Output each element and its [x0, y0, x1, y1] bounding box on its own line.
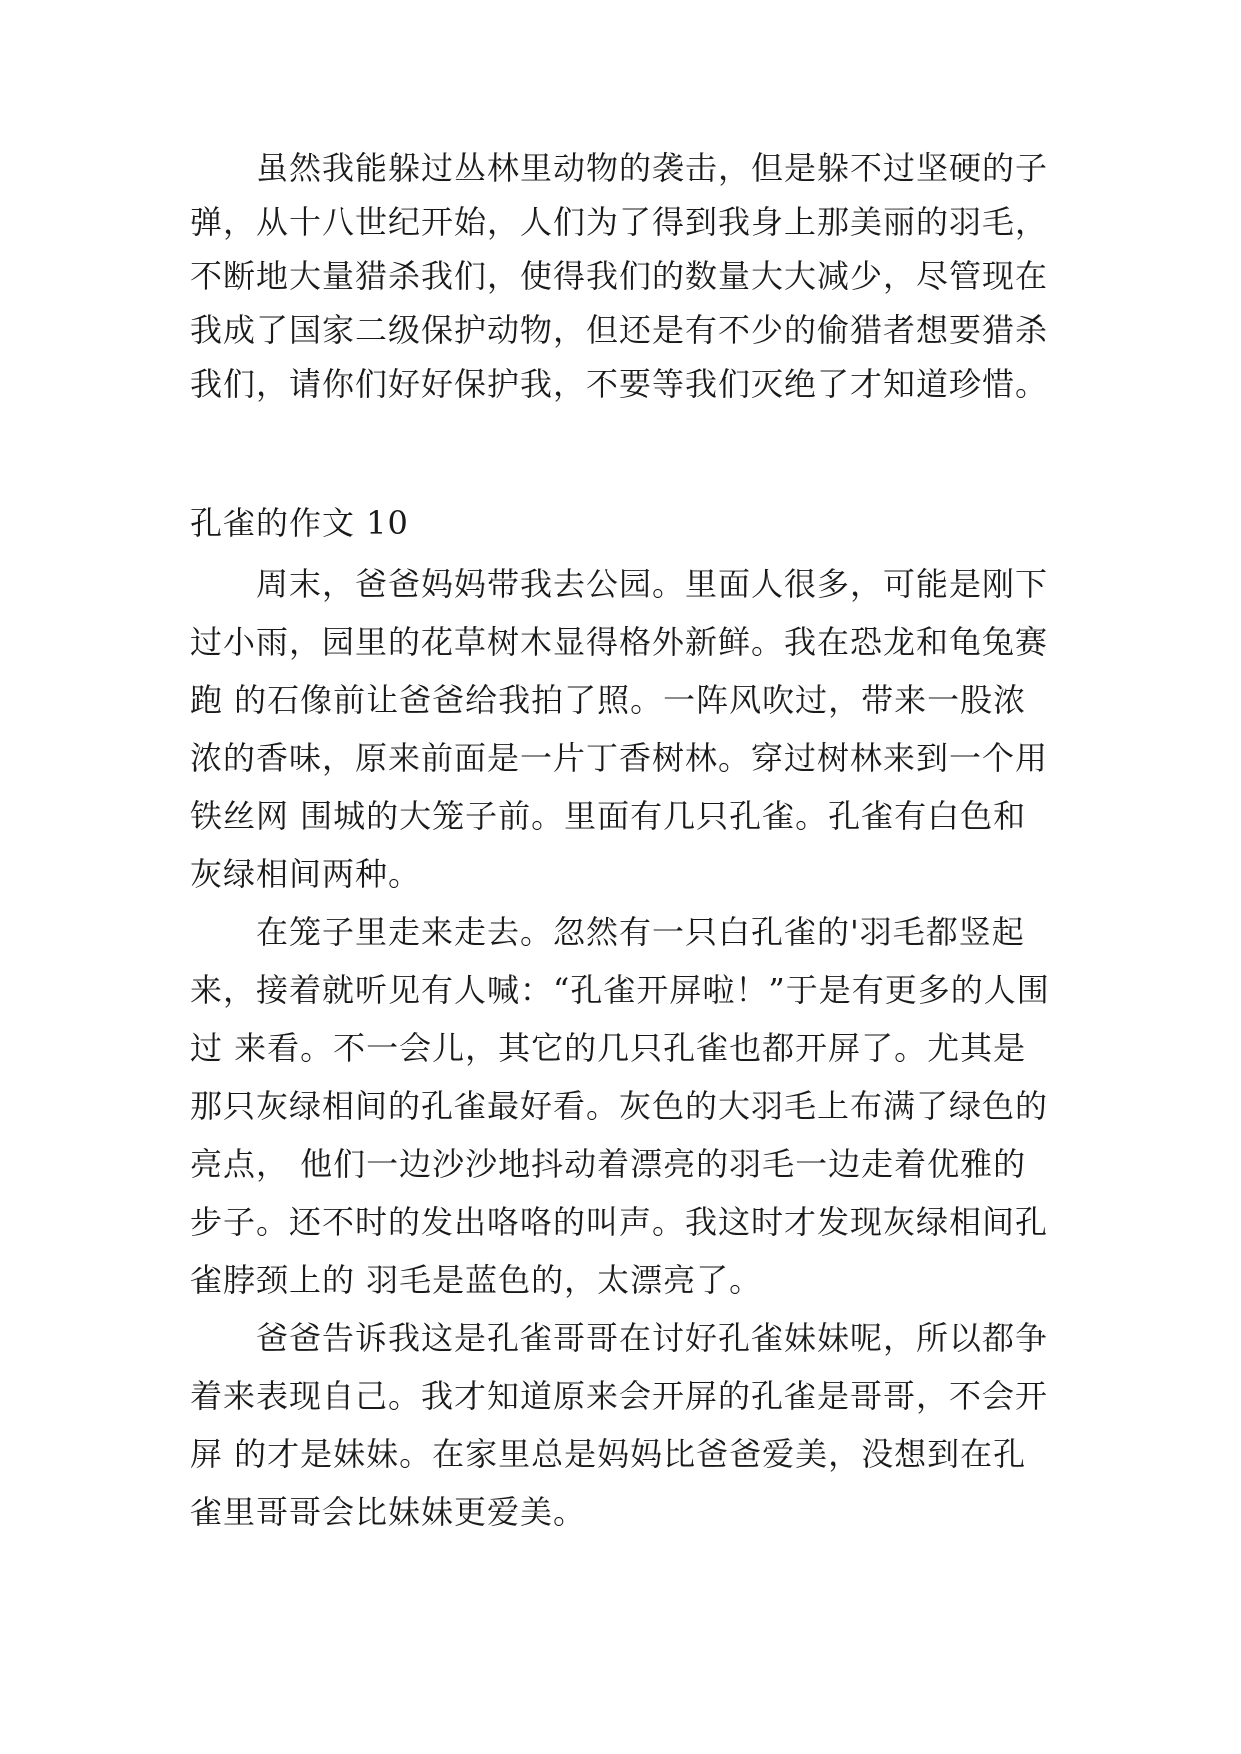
text-line: 爸爸告诉我这是孔雀哥哥在讨好孔雀妹妹呢，所以都争 — [190, 1319, 1049, 1357]
text-line: 雀里哥哥会比妹妹更爱美。 — [190, 1493, 587, 1531]
text-line: 跑 的石像前让爸爸给我拍了照。一阵风吹过，带来一股浓 — [190, 681, 1027, 719]
text-line: 浓的香味，原来前面是一片丁香树林。穿过树林来到一个用 — [190, 739, 1049, 777]
text-line: 过 来看。不一会儿，其它的几只孔雀也都开屏了。尤其是 — [190, 1029, 1027, 1067]
text-line: 雀脖颈上的 羽毛是蓝色的，太漂亮了。 — [190, 1261, 763, 1299]
text-line: 那只灰绿相间的孔雀最好看。灰色的大羽毛上布满了绿色的 — [190, 1087, 1049, 1125]
text-line: 虽然我能躲过丛林里动物的袭击，但是躲不过坚硬的子 — [190, 149, 1049, 187]
text-line: 弹，从十八世纪开始，人们为了得到我身上那美丽的羽毛， — [190, 203, 1049, 241]
text-line: 我成了国家二级保护动物，但还是有不少的偷猎者想要猎杀 — [190, 311, 1049, 349]
text-line: 着来表现自己。我才知道原来会开屏的孔雀是哥哥，不会开 — [190, 1377, 1049, 1415]
text-line: 我们，请你们好好保护我，不要等我们灭绝了才知道珍惜。 — [190, 365, 1049, 403]
essay-heading: 孔雀的作文 10 — [190, 504, 409, 542]
text-line: 亮点， 他们一边沙沙地抖动着漂亮的羽毛一边走着优雅的 — [190, 1145, 1027, 1183]
text-line: 来，接着就听见有人喊：“孔雀开屏啦！”于是有更多的人围 — [190, 971, 1050, 1009]
text-line: 不断地大量猎杀我们，使得我们的数量大大减少，尽管现在 — [190, 257, 1049, 295]
text-line: 在笼子里走来走去。忽然有一只白孔雀的'羽毛都竖起 — [190, 913, 1025, 951]
text-line: 屏 的才是妹妹。在家里总是妈妈比爸爸爱美，没想到在孔 — [190, 1435, 1027, 1473]
text-line: 周末，爸爸妈妈带我去公园。里面人很多，可能是刚下 — [190, 565, 1049, 603]
text-line: 过小雨，园里的花草树木显得格外新鲜。我在恐龙和龟兔赛 — [190, 623, 1049, 661]
text-line: 灰绿相间两种。 — [190, 855, 422, 893]
text-line: 铁丝网 围城的大笼子前。里面有几只孔雀。孔雀有白色和 — [190, 797, 1027, 835]
text-line: 步子。还不时的发出咯咯的叫声。我这时才发现灰绿相间孔 — [190, 1203, 1049, 1241]
